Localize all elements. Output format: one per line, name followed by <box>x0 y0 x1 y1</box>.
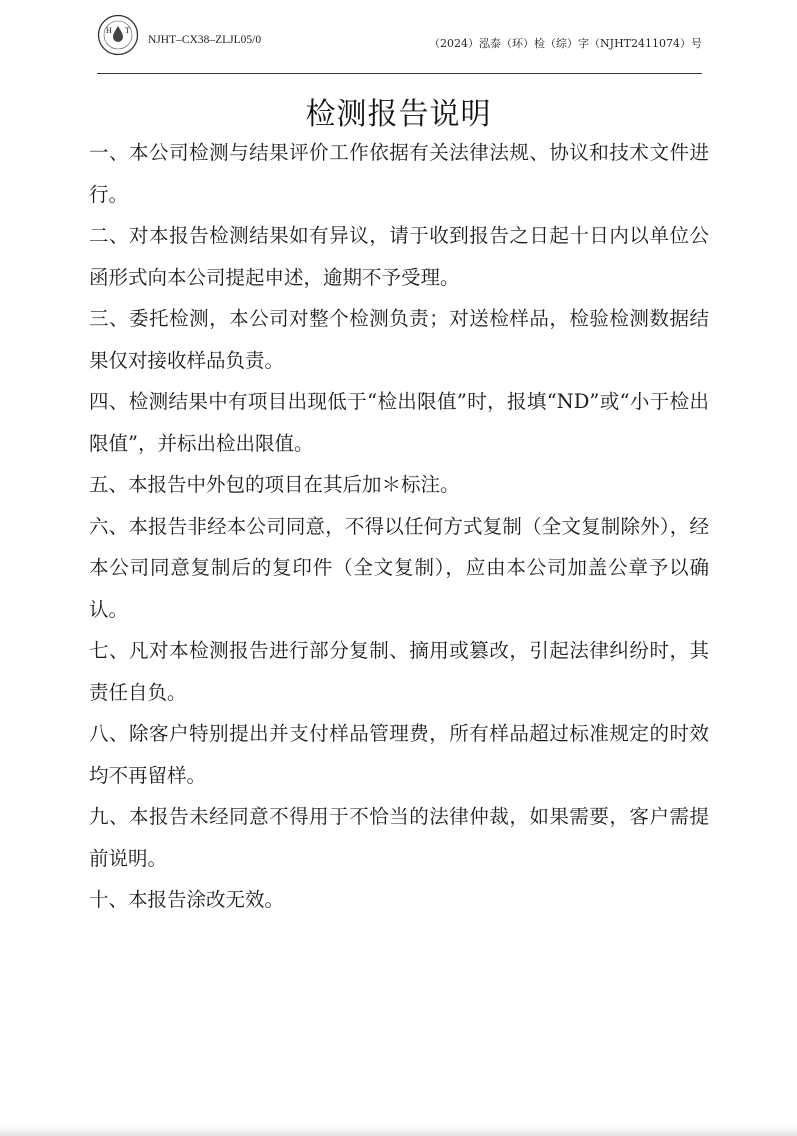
clause-7: 七、凡对本检测报告进行部分复制、摘用或篡改，引起法律纠纷时，其责任自负。 <box>89 639 709 704</box>
page-edge-shadow <box>0 1126 797 1136</box>
clause-6: 六、本报告非经本公司同意，不得以任何方式复制（全文复制除外），经本公司同意复制后的复印件（全文复制），应由本公司加盖公章予以确认。 <box>89 514 709 621</box>
logo-letter-t: T <box>125 26 130 35</box>
clause-5: 五、本报告中外包的项目在其后加＊标注。 <box>89 473 460 496</box>
report-number: （2024）泓泰（环）检（综）字（NJHT2411074）号 <box>429 37 702 50</box>
header-divider <box>97 73 702 74</box>
page-title: 检测报告说明 <box>305 97 492 132</box>
clause-9: 九、本报告未经同意不得用于不恰当的法律仲裁，如果需要，客户需提前说明。 <box>89 805 709 870</box>
logo-letter-h: H <box>106 26 112 35</box>
clause-1: 一、本公司检测与结果评价工作依据有关法律法规、协议和技术文件进行。 <box>89 141 709 206</box>
document-code: NJHT–CX38–ZLJL05/0 <box>148 34 262 46</box>
page-header <box>97 14 702 76</box>
clause-8: 八、除客户特别提出并支付样品管理费，所有样品超过标准规定的时效均不再留样。 <box>89 722 709 787</box>
company-logo <box>97 14 139 56</box>
clause-4: 四、检测结果中有项目出现低于“检出限值”时，报填“ND”或“小于检出限值”，并标出检出限值。 <box>89 390 709 455</box>
clause-3: 三、委托检测，本公司对整个检测负责；对送检样品，检验检测数据结果仅对接收样品负责。 <box>89 307 709 372</box>
clause-2: 二、对本报告检测结果如有异议，请于收到报告之日起十日内以单位公函形式向本公司提起申述，逾期不予受理。 <box>89 224 709 289</box>
clause-list <box>89 132 709 921</box>
clause-10: 十、本报告涂改无效。 <box>89 888 285 911</box>
